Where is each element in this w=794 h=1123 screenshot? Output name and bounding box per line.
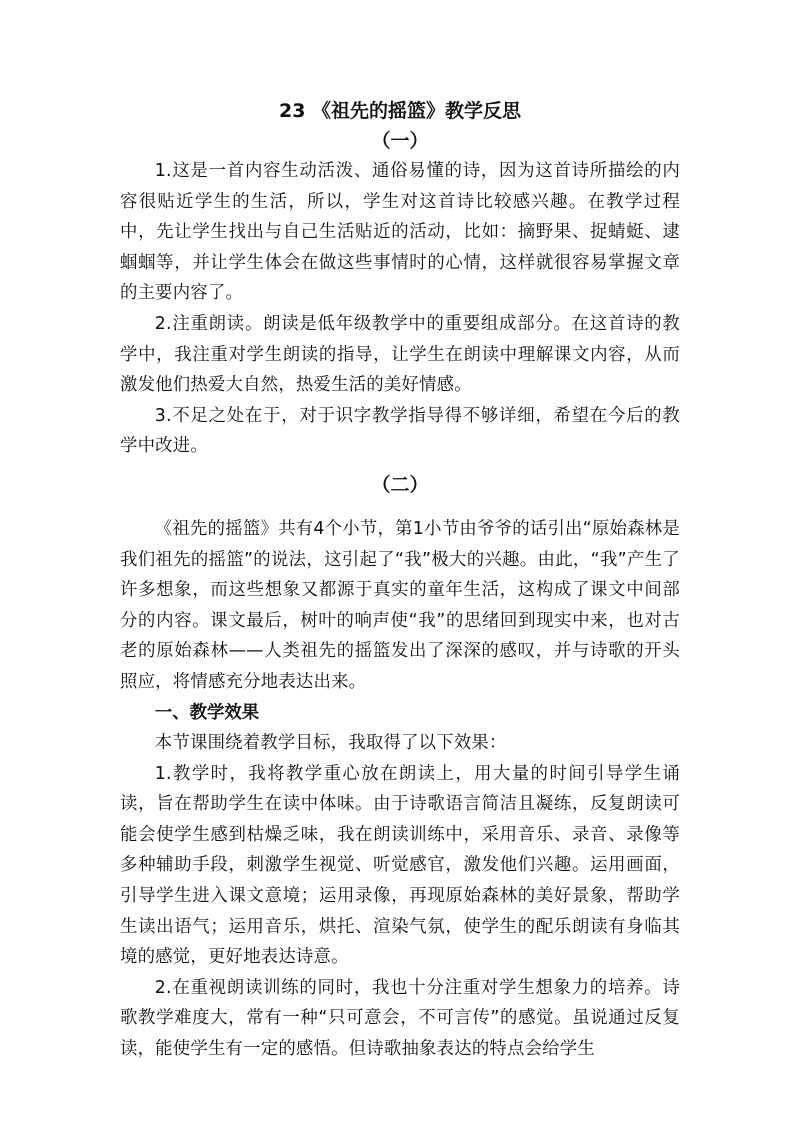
section-two-heading: （二） [371,473,429,496]
section-two-paragraph-2: 1.教学时，我将教学重心放在朗读上，用大量的时间引导学生诵读，旨在帮助学生在读中体味。由于诗歌语言简洁且凝练，反复朗读可能会使学生感到枯燥乏味，我在朗读训练中，采用音乐、录音、录像等多种辅助手段，刺激学生视觉、听觉感官，激发他们兴趣。运用画面，引导学生进入课文意境；运用录像，再现原始森林的美好景象，帮助学生读出语气；运用音乐，烘托、渲染气氛，使学生的配乐朗读有身临其境的感觉，更好地表达诗意。 [120,763,680,968]
teaching-effect-subheading: 一、教学效果 [154,702,260,723]
document-page [120,96,680,1065]
section-two-intro: 《祖先的摇篮》共有4个小节，第1小节由爷爷的话引出“原始森林是我们祖先的摇篮”的说法，这引起了“我”极大的兴趣。由此，“我”产生了许多想象，而这些想象又都源于真实的童年生活，这构成了课文中间部分的内容。课文最后，树叶的响声使“我”的思绪回到现实中来，也对古老的原始森林——人类祖先的摇篮发出了深深的感叹，并与诗歌的开头照应，将情感充分地表达出来。 [120,518,680,692]
section-one-heading: （一） [371,130,429,152]
section-one-paragraph-3: 3.不足之处在于，对于识字教学指导得不够详细，希望在今后的教学中改进。 [120,405,680,457]
document-title: 23 《祖先的摇篮》教学反思 [278,100,522,122]
section-two-paragraph-1: 本节课围绕着教学目标，我取得了以下效果： [154,733,507,754]
section-one-paragraph-1: 1.这是一首内容生动活泼、通俗易懂的诗，因为这首诗所描绘的内容很贴近学生的生活，所以，学生对这首诗比较感兴趣。在教学过程中，先让学生找出与自己生活贴近的活动，比如：摘野果、捉蜻蜓、逮蝈蝈等，并让学生体会在做这些事情时的心情，这样就很容易掌握文章的主要内容了。 [120,161,680,304]
section-two-paragraph-3: 2.在重视朗读训练的同时，我也十分注重对学生想象力的培养。诗歌教学难度大，常有一种“只可意会，不可言传”的感觉。虽说通过反复读，能使学生有一定的感悟。但诗歌抽象表达的特点会给学生 [120,977,680,1060]
section-one-paragraph-2: 2.注重朗读。朗读是低年级教学中的重要组成部分。在这首诗的教学中，我注重对学生朗读的指导，让学生在朗读中理解课文内容，从而激发他们热爱大自然，热爱生活的美好情感。 [120,313,680,396]
